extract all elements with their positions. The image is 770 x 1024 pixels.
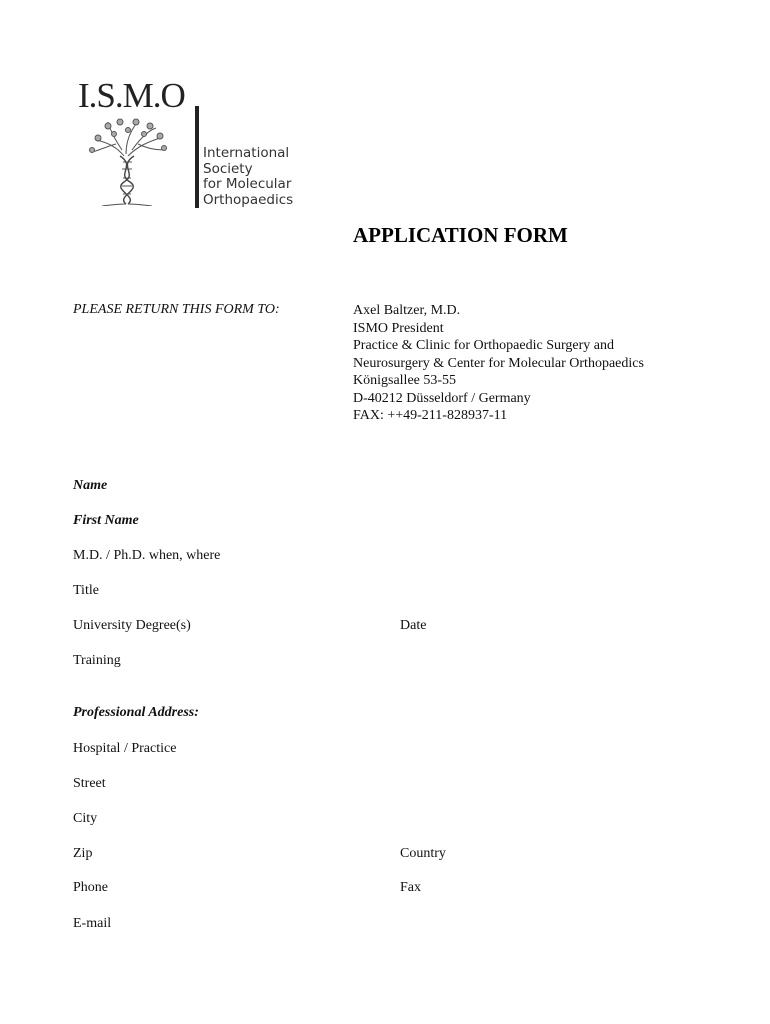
first-name-label: First Name — [73, 513, 139, 528]
form-title: APPLICATION FORM — [353, 223, 568, 247]
address-line: D-40212 Düsseldorf / Germany — [353, 390, 531, 406]
return-address — [353, 302, 644, 425]
md-phd-label: M.D. / Ph.D. when, where — [73, 548, 221, 563]
city-label: City — [73, 811, 98, 826]
society-line: Society — [203, 160, 253, 177]
society-line: Orthopaedics — [203, 191, 294, 208]
logo-divider — [195, 106, 199, 208]
address-line: Königsallee 53-55 — [353, 373, 457, 388]
hospital-practice-label: Hospital / Practice — [73, 741, 177, 756]
address-line: Axel Baltzer, M.D. — [353, 303, 461, 318]
address-line: Practice & Clinic for Orthopaedic Surgery and — [353, 338, 614, 353]
address-line: ISMO President — [353, 320, 444, 336]
country-label: Country — [400, 846, 446, 861]
society-name — [203, 146, 293, 208]
title-label: Title — [73, 583, 99, 598]
name-label: Name — [73, 478, 108, 493]
return-label: PLEASE RETURN THIS FORM TO: — [73, 302, 280, 317]
society-line: International — [203, 145, 290, 161]
training-label: Training — [73, 653, 121, 668]
phone-label: Phone — [73, 880, 108, 895]
address-line: Neurosurgery & Center for Molecular Orthopaedics — [353, 355, 644, 371]
professional-address-heading: Professional Address: — [73, 705, 199, 720]
university-degrees-label: University Degree(s) — [73, 618, 191, 633]
fax-label: Fax — [400, 880, 421, 895]
dna-tree-logo-icon — [86, 116, 168, 206]
street-label: Street — [73, 776, 106, 791]
date-label: Date — [400, 618, 427, 633]
logo-abbreviation: I.S.M.O — [78, 76, 185, 115]
email-label: E-mail — [73, 916, 112, 931]
society-line: for Molecular — [203, 176, 292, 192]
zip-label: Zip — [73, 846, 93, 861]
address-line: FAX: ++49-211-828937-11 — [353, 408, 508, 423]
